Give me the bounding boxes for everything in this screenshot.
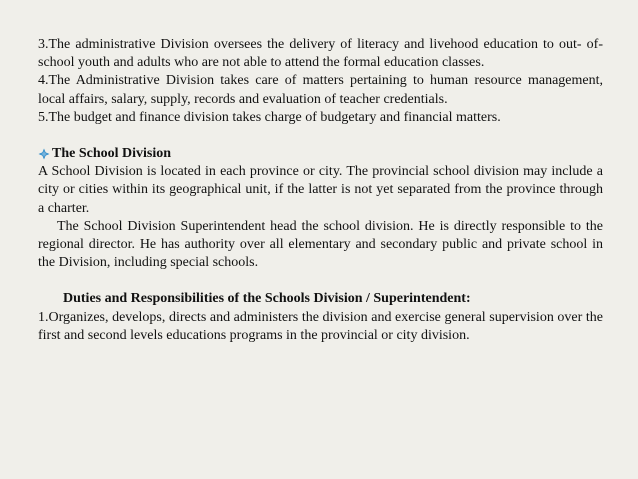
school-division-heading-text: The School Division [52,146,172,162]
spacer [38,127,603,145]
diamond-bullet-icon [38,148,50,160]
school-division-intro: A School Division is located in each province or city. The provincial school division may include a city or cities within its geographical unit, if the latter is not yet separated from the province through a charter. [38,164,603,216]
paragraph-item-5: 5.The budget and finance division takes charge of budgetary and financial matters. [38,109,501,125]
paragraph-item-3: 3.The administrative Division oversees the delivery of literacy and livehood education to out- of-school youth and adults who are not able to attend the formal education classes. [38,37,603,71]
duties-heading: Duties and Responsibilities of the Schools Division / Superintendent: [63,291,471,307]
slide-content [38,36,603,345]
school-division-heading [38,145,603,163]
superintendent-paragraph: The School Division Superintendent head the school division. He is directly responsible to the regional director. He has authority over all elementary and secondary public and private school in the Division, including special schools. [38,218,603,271]
duty-item-1: 1.Organizes, develops, directs and administers the division and exercise general supervision over the first and second levels educations programs in the provincial or city division. [38,309,603,343]
paragraph-item-4: 4.The Administrative Division takes care of matters pertaining to human resource management, local affairs, salary, supply, records and evaluation of teacher credentials. [38,73,603,107]
spacer [38,272,603,290]
